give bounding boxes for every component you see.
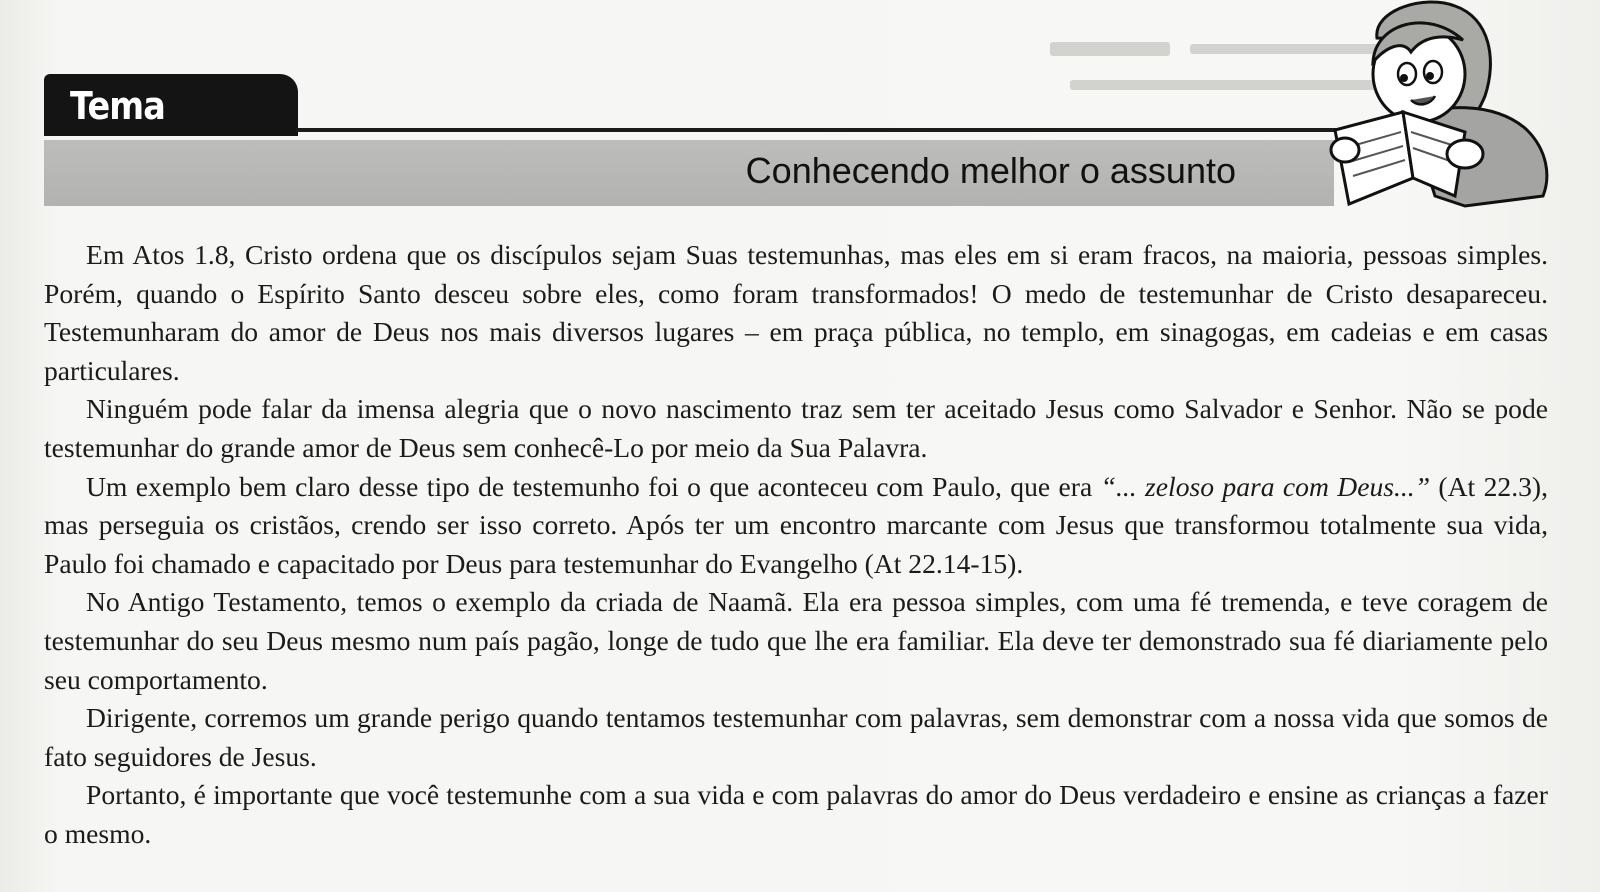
girl-reading-book-illustration [1315,0,1565,216]
paragraph-3 [44,468,1548,584]
paragraph-4: No Antigo Testamento, temos o exemplo da criada de Naamã. Ela era pessoa simples, com uma fé tremenda, e teve coragem de testemunhar do seu Deus mesmo num país pagão, longe de tudo que lhe era familiar. Ela deve ter demonstrado sua fé diariamente pelo seu comportamento. [44,586,1548,695]
paragraph-3-start: Um exemplo bem claro desse tipo de testemunho foi o que aconteceu com Paulo, que era [86,470,1101,502]
paragraph-3-end: (At 22.3), mas perseguia os cristãos, crendo ser isso correto. Após ter um encontro marcante com Jesus que transformou totalmente sua vida, Paulo foi chamado e capacitado por Deus para testemunhar do Evangelho (At 22.14-15). [44,470,1548,579]
section-band [44,140,1334,206]
paragraph-2: Ninguém pode falar da imensa alegria que o novo nascimento traz sem ter aceitado Jesus como Salvador e Senhor. Não se pode testemunhar do grande amor de Deus sem conhecê-Lo por meio da Sua Palavra. [44,393,1548,463]
tema-tab [44,74,298,136]
paragraph-6: Portanto, é importante que você testemunhe com a sua vida e com palavras do amor do Deus verdadeiro e ensine as crianças a fazer o mesmo. [44,779,1548,849]
paragraph-5: Dirigente, corremos um grande perigo quando tentamos testemunhar com palavras, sem demonstrar com a nossa vida que somos de fato seguidores de Jesus. [44,702,1548,772]
header-rule [296,128,1376,132]
section-title: Conhecendo melhor o assunto [745,150,1236,191]
paragraph-3-quote: “... zeloso para com Deus...” [1100,470,1431,502]
tema-tab-label: Tema [70,84,165,128]
body-text [44,236,1548,854]
paragraph-1: Em Atos 1.8, Cristo ordena que os discípulos sejam Suas testemunhas, mas eles em si eram fracos, na maioria, pessoas simples. Porém, quando o Espírito Santo desceu sobre eles, como foram transformados! O medo de testemunhar de Cristo desapareceu. Testemunharam do amor de Deus nos mais diversos lugares – em praça pública, no templo, em sinagogas, em cadeias e em casas particulares. [44,239,1548,386]
